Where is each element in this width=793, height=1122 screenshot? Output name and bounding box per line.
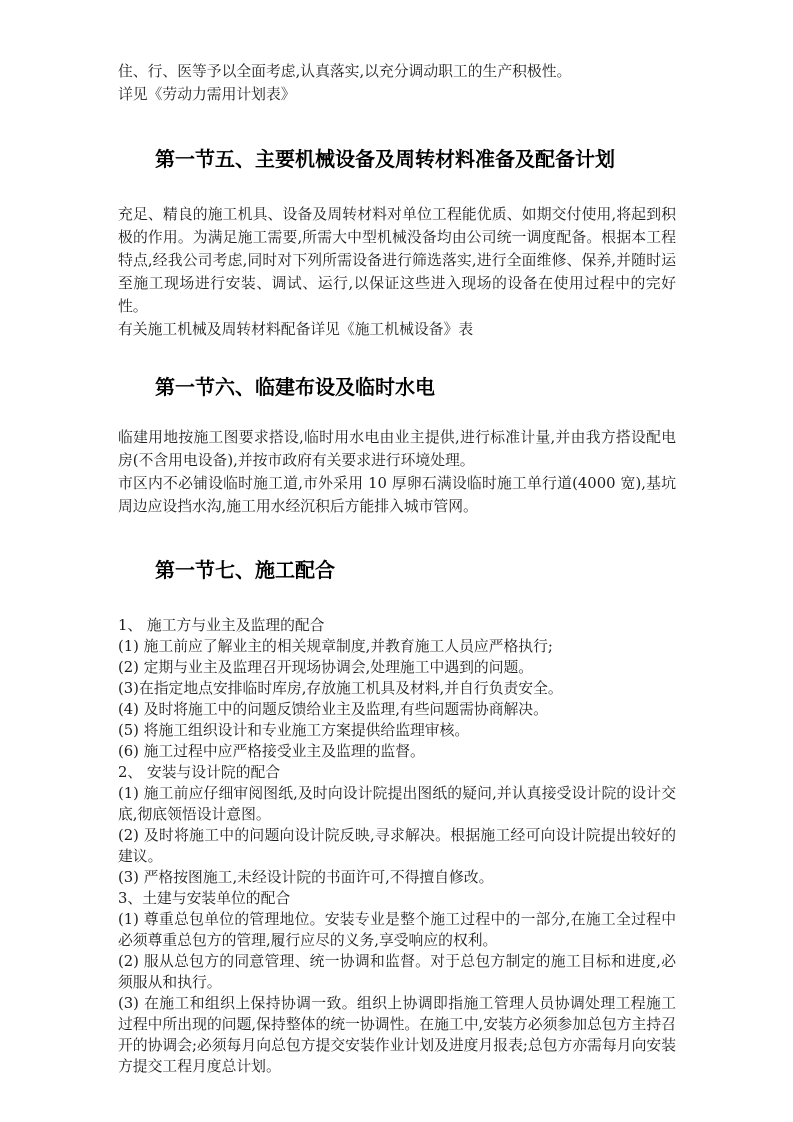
list-item: (2) 服从总包方的同意管理、统一协调和监督。对于总包方制定的施工目标和进度,必须服从和执行。 [118, 953, 676, 991]
section-heading: 第一节六、临建布设及临时水电 [155, 375, 435, 399]
section-temporary-facilities [118, 372, 676, 518]
list-item: (3) 严格按图施工,未经设计院的书面许可,不得擅自修改。 [118, 869, 494, 886]
list-item: (1) 施工前应了解业主的相关规章制度,并教育施工人员应严格执行; [118, 638, 553, 655]
list-item: (2) 定期与业主及监理召开现场协调会,处理施工中遇到的问题。 [118, 659, 534, 676]
body-paragraph: 有关施工机械及周转材料配备详见《施工机械设备》表 [118, 321, 474, 338]
body-paragraph: 充足、精良的施工机具、设备及周转材料对单位工程能优质、如期交付使用,将起到积极的作用。为满足施工需要,所需大中型机械没备均由公司统一调度配备。根据本工程特点,经我公司考虑,同时对下列所需设备进行筛选落实,进行全面维修、保养,并随时运至施工现场进行安装、调试、运行,以保证这些进入现场的设备在使用过程中的完好性。 [118, 206, 676, 315]
intro-paragraph: 住、行、医等予以全面考虑,认真落实,以充分调动职工的生产积极性。 [118, 63, 572, 80]
list-item: (5) 将施工组织设计和专业施工方案提供给监理审核。 [118, 722, 470, 739]
section-heading: 第一节五、主要机械设备及周转材料准备及配备计划 [155, 147, 615, 171]
list-item: (2) 及时将施工中的问题向设计院反映,寻求解决。根据施工经可向设计院提出较好的建议。 [118, 827, 676, 865]
list-item: 2、 安装与设计院的配合 [118, 764, 281, 781]
list-item: 1、 施工方与业主及监理的配合 [118, 617, 325, 634]
section-machinery-plan [118, 144, 676, 341]
section-heading: 第一节七、施工配合 [155, 558, 335, 582]
list-item: (6) 施工过程中应严格接受业主及监理的监督。 [118, 743, 425, 760]
section-construction-coordination [118, 555, 676, 1077]
intro-paragraph: 详见《劳动力需用计划表》 [118, 86, 296, 103]
list-item: 3、土建与安装单位的配合 [118, 890, 291, 907]
body-paragraph: 临建用地按施工图要求搭设,临时用水电由业主提供,进行标准计量,并由我方搭设配电房(不含用电设备),并按市政府有关要求进行环境处理。 [118, 429, 676, 469]
list-item: (1) 施工前应仔细审阅图纸,及时向设计院提出图纸的疑问,并认真接受设计院的设计交底,彻底领悟设计意图。 [118, 785, 676, 823]
list-item: (1) 尊重总包单位的管理地位。安装专业是整个施工过程中的一部分,在施工全过程中必须尊重总包方的管理,履行应尽的义务,享受响应的权利。 [118, 911, 676, 949]
body-paragraph: 市区内不必铺设临时施工道,市外采用 10 厚卵石满设临时施工单行道(4000 宽),基坑周边应设挡水沟,施工用水经沉积后方能排入城市管网。 [118, 475, 676, 515]
list-item: (3)在指定地点安排临时库房,存放施工机具及材料,并自行负责安全。 [118, 680, 563, 697]
list-item: (4) 及时将施工中的问题反馈给业主及监理,有些问题需协商解决。 [118, 701, 548, 718]
list-item: (3) 在施工和组织上保持协调一致。组织上协调即指施工管理人员协调处理工程施工过程中所出现的问题,保持整体的统一协调性。在施工中,安装方必须参加总包方主持召开的协调会;必须每月向总包方提交安装作业计划及进度月报表;总包方亦需每月向安装方提交工程月度总计划。 [118, 995, 676, 1075]
